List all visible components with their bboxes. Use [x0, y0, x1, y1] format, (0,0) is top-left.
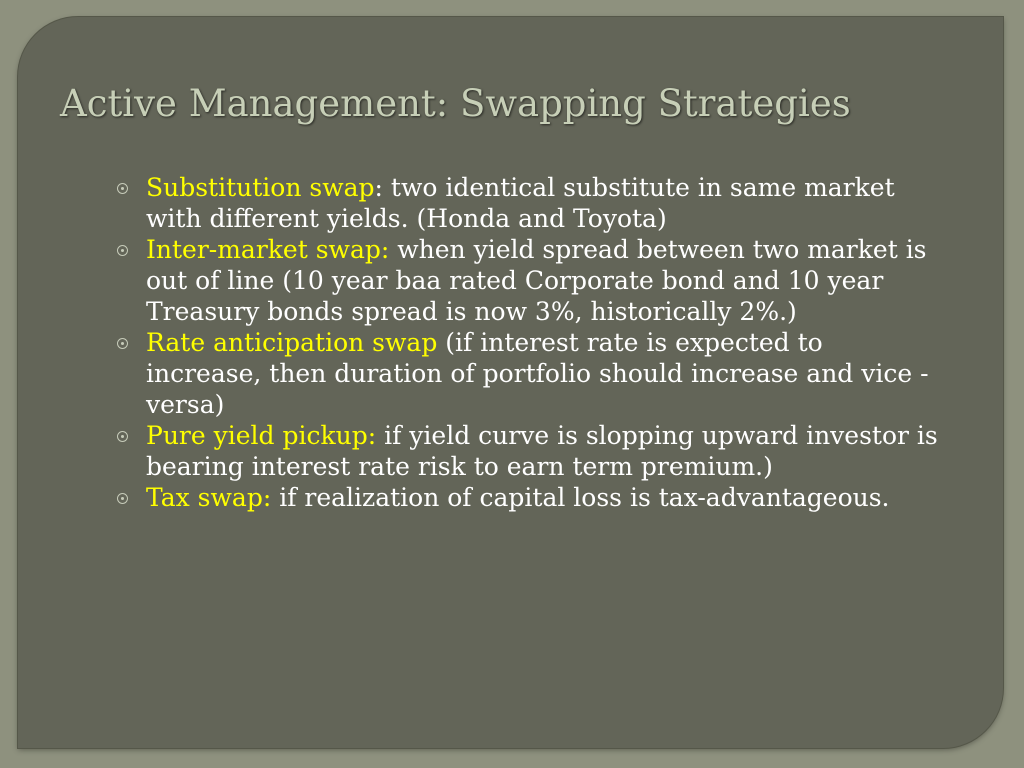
bullet-text: if realization of capital loss is tax-advantageous. [271, 483, 890, 512]
bullet-term: Pure yield pickup: [146, 421, 377, 450]
bullet-term: Rate anticipation swap [146, 328, 438, 357]
bullet-text: if yield curve is slopping upward investor is bearing interest rate risk to earn term premium.) [146, 421, 938, 481]
circle-dot-icon [117, 493, 128, 504]
circle-dot-icon [117, 183, 128, 194]
circle-dot-icon [117, 245, 128, 256]
bullet-item-tax-swap [115, 482, 945, 513]
bullet-text: when yield spread between two market is out of line (10 year baa rated Corporate bond and 10 year Treasury bonds spread is now 3%, historically 2%.) [146, 235, 927, 326]
bullet-item-rate-anticipation-swap [115, 327, 945, 420]
slide-title: Active Management: Swapping Strategies [60, 82, 851, 125]
circle-dot-icon [117, 338, 128, 349]
bullet-term: Tax swap: [146, 483, 272, 512]
bullet-term: Inter-market swap: [146, 235, 390, 264]
bullet-item-inter-market-swap [115, 234, 945, 327]
bullet-term: Substitution swap [146, 173, 375, 202]
bullet-text: (if interest rate is expected to increase, then duration of portfolio should increase and vice -versa) [146, 328, 929, 419]
bullet-list [115, 172, 945, 513]
circle-dot-icon [117, 431, 128, 442]
bullet-item-substitution-swap [115, 172, 945, 234]
bullet-text: : two identical substitute in same market with different yields. (Honda and Toyota) [146, 173, 895, 233]
bullet-item-pure-yield-pickup [115, 420, 945, 482]
